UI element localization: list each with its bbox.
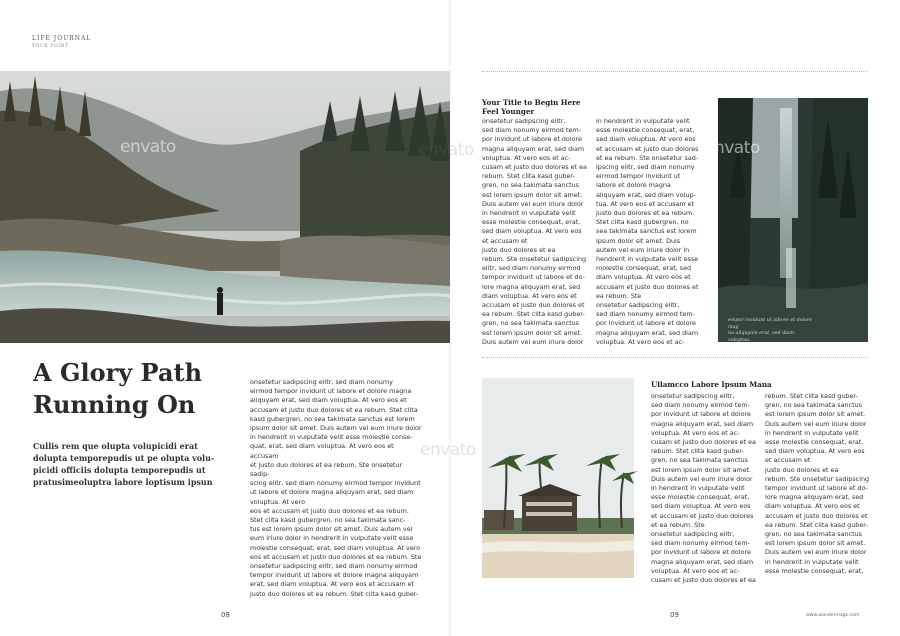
left-body-column: onsetetur sadipscing elitr, sed diam nonumy eirmod tempor invidunt ut labore et dolore magna aliquyam erat, sed diam voluptua. At vero eos et accusam et justo duo dolores et ea rebum. Stet clita kasd gubergren, no sea takimata sanctus est lorem ipsum dolor sit amet. Duis autem vel eum iriure dolor in hendrerit in vulputate velit esse molestie conse- quat, erat, sed diam voluptua. At vero eos et accusam et justo duo dolores et ea rebum. Ste onsetetur sadip- scing elitr, sed diam nonumy eirmod tempor invidunt ut labore et dolore magna aliquyam erat, sed diam voluptua. At vero eos et accusam et justo duo dolores et ea rebum. Stet clita kasd gubergren, no sea takimata sanc- tus est lorem ipsum dolor sit amet. Duis autem vel eum iriure dolor in hendrerit in vulputate velit esse molestie consequat, erat, sed diam voluptua. At vero eos et accusam et justo duo dolores et ea rebum. Ste onsetetur sadipscing elitr, sed diam nonumy eirmod tempor invidunt ut labore et dolore magna aliquyam erat, sed diam voluptua. At vero eos et accusam et justo duo dolores et ea rebum. Stet clita kasd guber- xyxy=(250,378,422,598)
waterfall-photo xyxy=(704,98,868,342)
brand-masthead xyxy=(32,35,91,49)
waterfall-photo-graphic xyxy=(718,98,868,342)
article-dek: Cullis rem que olupta volupicidi erat dolupta temporepudis ut pe olupta volu- picidi officiis dolupta temporepudis ut pratusimeoluptra labore loptisum ipsun xyxy=(33,441,215,487)
article-title-top: Your Title to Begin Here Feel Younger xyxy=(482,98,581,116)
river-photo-graphic xyxy=(0,71,450,343)
river-photo xyxy=(0,71,450,343)
photo-caption: empor invidunt ut labore et dolore mag na aliquyam erat, sed diam voluptua. xyxy=(728,318,813,343)
footer-url: www.wandermagz.com xyxy=(806,613,860,618)
beach-house-photo-graphic xyxy=(482,378,634,578)
beach-house-photo xyxy=(482,378,634,578)
middle-dotted-rule xyxy=(482,357,868,358)
article-headline: A Glory Path Running On xyxy=(33,358,203,419)
right-bottom-column-1: onsetetur sadipscing elitr, sed diam nonumy eirmod tem- por invidunt ut labore et dolore magna aliquyam erat, sed diam voluptua. At vero eos et ac- cusam et justo duo dolores et ea rebum. Stet clita kasd guber- gren, no sea takimata sanctus est lorem ipsum dolor sit amet. Duis autem vel eum iriure dolor in hendrerit in vulputate velit esse molestie consequat, erat, sed diam voluptua. At vero eos et accusam et justo duo dolores et ea rebum. Ste onsetetur sadipscing elitr, sed diam nonumy eirmod tem- por invidunt ut labore et dolore magna aliquyam erat, sed diam voluptua. At vero eos et ac- cusam et justo duo dolores et ea xyxy=(651,392,756,585)
brand-subtitle: YOUR POINT xyxy=(32,44,69,49)
top-dotted-rule xyxy=(482,71,868,72)
page-number-left: 08 xyxy=(221,611,230,619)
right-top-column-1: onsetetur sadipscing elitr, sed diam nonumy eirmod tem- por invidunt ut labore et dolore magna aliquyam erat, sed diam voluptua. At vero eos et ac- cusam et justo duo dolores et ea rebum. Stet clita kasd guber- gren, no sea takimata sanctus est lorem ipsum dolor sit amet. Duis autem vel eum iriure dolor in hendrerit in vulputate velit esse molestie consequat, erat, sed diam voluptua. At vero eos et accusam et justo duo dolores et ea rebum. Ste onsetetur sadipscing elitr, sed diam nonumy eirmod tempor invidunt ut labore et do- lore magna aliquyam erat, sed diam voluptua. At vero eos et accusam et justo duo dolores et ea rebum. Stet clita kasd guber- gren, no sea takimata sanctus est lorem ipsum dolor sit amet. Duis autem vel eum iriure dolor xyxy=(482,117,587,346)
page-number-right: 09 xyxy=(670,611,679,619)
watermark-text-3: envato xyxy=(418,140,474,160)
article-title-bottom: Ullamcco Labore Ipsum Mana xyxy=(651,380,772,389)
brand-title: LIFE JOURNAL xyxy=(32,35,92,42)
watermark-text-4: envato xyxy=(704,138,760,158)
right-top-column-2: in hendrerit in vulputate velit esse molestie consequat, erat, sed diam voluptua. At vero eos et accusam et justo duo dolores et ea rebum. Ste onsetetur sad- ipscing elitr, sed diam nonumy eirmod tempor invidunt ut labore et dolore magna aliquyam erat, sed diam volup- tua. At vero eos et accusam et justo duo dolores et ea rebum. Stet clita kasd gubergren, no sea takimata sanctus est lorem ipsum dolor sit amet. Duis autem vel eum iriure dolor in hendrerit in vulputate velit esse molestie consequat, erat, sed diam voluptua. At vero eos et accusam et justo duo dolores et ea rebum. Ste onsetetur sadipscing elitr, sed diam nonumy eirmod tem- por invidunt ut labore et dolore magna aliquyam erat, sed diam voluptua. At vero eos et ac- xyxy=(596,117,699,346)
watermark-text-1: envato xyxy=(120,137,176,157)
watermark-text-2: envato xyxy=(420,440,476,460)
right-bottom-column-2: rebum. Stet clita kasd guber- gren, no sea takimata sanctus est lorem ipsum dolor sit amet. Duis autem vel eum iriure dolor in hendrerit in vulputate velit esse molestie consequat, erat, sed diam voluptua. At vero eos et accusam et justo duo dolores et ea rebum. Ste onsetetur sadipscing tempor invidunt ut labore et do- lore magna aliquyam erat, sed diam voluptua. At vero eos et accusam et justo duo dolores et ea rebum. Stet clita kasd guber- gren, no sea takimata sanctus est lorem ipsum dolor sit amet. Duis autem vel eum iriure dolor in hendrerit in vulputate velit esse molestie consequat, erat, xyxy=(765,392,870,575)
